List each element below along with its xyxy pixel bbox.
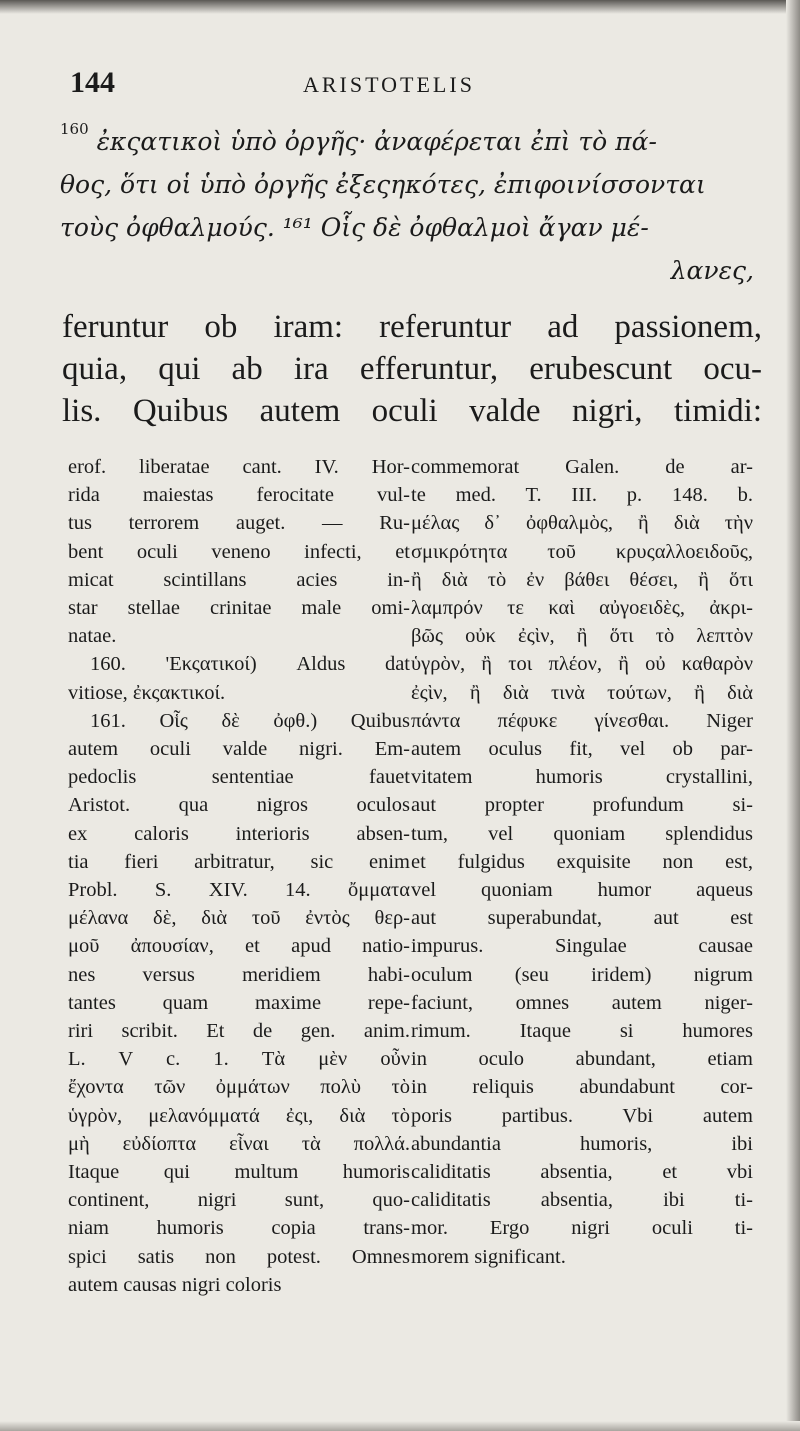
note-line: μὴ εὐδίοπτα εἶναι τὰ πολλά. [68, 1132, 410, 1155]
note-line: rida maiestas ferocitate vul- [68, 484, 410, 507]
note-line: Aristot. qua nigros oculos [68, 794, 410, 817]
note-line: aut superabundat, aut est [411, 907, 753, 930]
latin-translation-block [62, 306, 762, 432]
note-line: te med. T. III. p. 148. b. [411, 484, 753, 507]
note-line: rimum. Itaque si humores [411, 1020, 753, 1043]
note-line: ἢ διὰ τὸ ἐν βάθει θέσει, ἢ ὅτι [411, 568, 753, 591]
greek-line [60, 206, 760, 249]
note-line: aut propter profundum si- [411, 794, 753, 817]
note-line: impurus. Singulae causae [411, 935, 753, 958]
note-line: λαμπρόν τε καὶ αὐγοειδὲς, ἀκρι- [411, 597, 753, 620]
verse-number: 160 [60, 120, 89, 138]
note-line: micat scintillans acies in- [68, 568, 410, 591]
note-line: caliditatis absentia, et vbi [411, 1161, 753, 1184]
latin-line: quia, qui ab ira efferuntur, erubescunt ocu- [62, 351, 762, 387]
greek-line-text: τοὺς ὀφθαλμούς. ¹⁶¹ Οἷς δὲ ὀφθαλμοὶ ἄγαν μέ- [60, 213, 649, 242]
greek-text-block [60, 120, 760, 292]
note-line: in oculo abundant, etiam [411, 1048, 753, 1071]
note-line: ex caloris interioris absen- [68, 822, 410, 845]
note-line: spici satis non potest. Omnes [68, 1245, 410, 1268]
note-line: 160. 'Εκςατικοί) Aldus dat [90, 653, 410, 676]
page-right-shadow [786, 0, 800, 1431]
note-line: morem significant. [411, 1245, 566, 1268]
note-line: tus terrorem auget. — Ru- [68, 512, 410, 535]
latin-line: lis. Quibus autem oculi valde nigri, timidi: [62, 393, 762, 429]
note-line: riri scribit. Et de gen. anim. [68, 1020, 410, 1043]
note-line: star stellae crinitae male omi- [68, 597, 410, 620]
page-bottom-shadow [0, 1421, 800, 1431]
note-line: tantes quam maxime repe- [68, 991, 410, 1014]
greek-line [60, 249, 760, 292]
note-line: autem oculi valde nigri. Em- [68, 738, 410, 761]
note-line: Itaque qui multum humoris [68, 1161, 410, 1184]
note-line: μέλανα δὲ, διὰ τοῦ ἐντὸς θερ- [68, 907, 410, 930]
note-line: tia fieri arbitratur, sic enim [68, 850, 410, 873]
note-line: autem oculus fit, vel ob par- [411, 738, 753, 761]
note-line: abundantia humoris, ibi [411, 1132, 753, 1155]
note-line: mor. Ergo nigri oculi ti- [411, 1217, 753, 1240]
right-notes-column [411, 453, 753, 1271]
note-line: tum, vel quoniam splendidus [411, 822, 753, 845]
note-line: pedoclis sententiae fauet [68, 766, 410, 789]
note-line: et fulgidus exquisite non est, [411, 850, 753, 873]
note-line: ἐςὶν, ἢ διὰ τινὰ τούτων, ἢ διὰ [411, 681, 753, 704]
page-header [58, 66, 758, 106]
note-line: niam humoris copia trans- [68, 1217, 410, 1240]
note-line: vitiose, ἐκςακτικοί. [68, 681, 226, 704]
note-line: βῶς οὐκ ἐςὶν, ἢ ὅτι τὸ λεπτὸν [411, 625, 753, 648]
note-line: Probl. S. XIV. 14. ὄμματα [68, 879, 410, 902]
note-line: poris partibus. Vbi autem [411, 1104, 753, 1127]
greek-line-text: λανες, [670, 256, 754, 285]
greek-line [60, 120, 760, 163]
note-line: continent, nigri sunt, quo- [68, 1189, 410, 1212]
note-line: caliditatis absentia, ibi ti- [411, 1189, 753, 1212]
running-title: ARISTOTELIS [303, 72, 475, 97]
note-line: nes versus meridiem habi- [68, 963, 410, 986]
note-line: faciunt, omnes autem niger- [411, 991, 753, 1014]
latin-line: feruntur ob iram: referuntur ad passionem, [62, 309, 762, 345]
note-line: natae. [68, 625, 117, 648]
note-line: erof. liberatae cant. IV. Hor- [68, 456, 410, 478]
note-line: ὑγρὸν, ἢ τοι πλέον, ἢ οὐ καθαρὸν [411, 653, 753, 676]
note-line: L. V c. 1. Τὰ μὲν οὖν [68, 1048, 410, 1071]
greek-line-text: ἐκςατικοὶ ὑπὸ ὀργῆς· ἀναφέρεται ἐπὶ τὸ πά- [96, 127, 657, 156]
note-line: bent oculi veneno infecti, et [68, 540, 410, 563]
note-line: μέλας δ᾽ ὀφθαλμὸς, ἢ διὰ τὴν [411, 512, 753, 535]
note-line: in reliquis abundabunt cor- [411, 1076, 753, 1099]
note-line: autem causas nigri coloris [68, 1273, 282, 1296]
note-line: 161. Οἷς δὲ ὀφθ.) Quibus [90, 709, 410, 732]
note-line: πάντα πέφυκε γίνεσθαι. Niger [411, 709, 753, 732]
note-line: oculum (seu iridem) nigrum [411, 963, 753, 986]
note-line: ἔχοντα τῶν ὀμμάτων πολὺ τὸ [68, 1076, 410, 1099]
note-line: σμικρότητα τοῦ κρυςαλλοειδοῦς, [411, 540, 753, 563]
greek-line [60, 163, 760, 206]
note-line: μοῦ ἀπουσίαν, et apud natio- [68, 935, 410, 958]
page-top-shadow [0, 0, 800, 14]
note-line: vitatem humoris crystallini, [411, 766, 753, 789]
note-line: vel quoniam humor aqueus [411, 879, 753, 902]
greek-line-text: θος, ὅτι οἱ ὑπὸ ὀργῆς ἐξεςηκότες, ἐπιφοινίσσονται [60, 170, 706, 199]
note-line: ὑγρὸν, μελανόμματά ἐςι, διὰ τὸ [68, 1104, 410, 1127]
page-number: 144 [70, 66, 115, 99]
left-notes-column [68, 453, 410, 1299]
note-line: commemorat Galen. de ar- [411, 456, 753, 478]
